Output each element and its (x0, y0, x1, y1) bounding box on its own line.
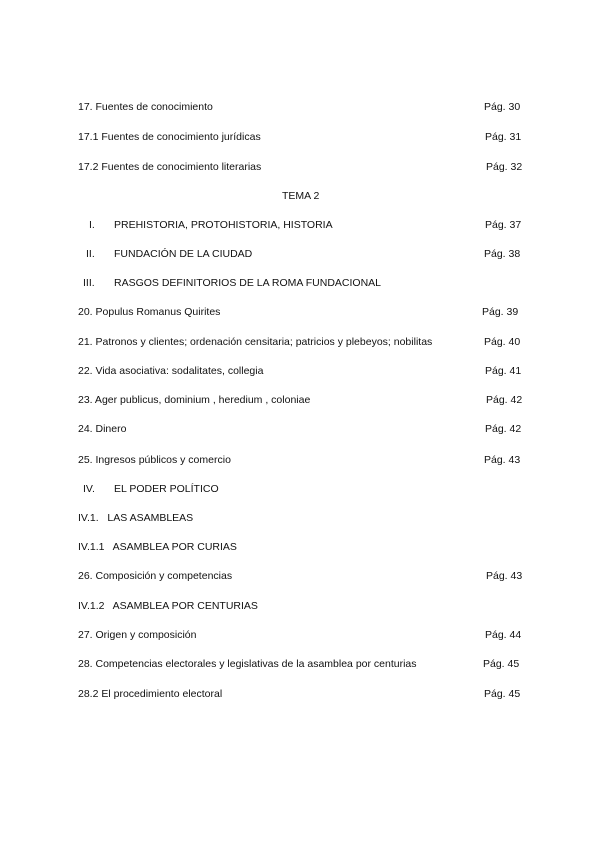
toc-entry-text: 28. Competencias electorales y legislativas de la asamblea por centurias (78, 658, 417, 670)
toc-entry-page: Pág. 42 (485, 423, 522, 435)
toc-entry-text: EL PODER POLÍTICO (114, 483, 219, 495)
toc-entry-page: Pág. 32 (486, 161, 523, 173)
roman-numeral: III. (83, 277, 95, 289)
toc-entry-text: 17. Fuentes de conocimiento (78, 101, 213, 113)
toc-entry-page: Pág. 43 (484, 454, 521, 466)
toc-entry-page: Pág. 41 (485, 365, 522, 377)
toc-entry-page: Pág. 45 (484, 688, 521, 700)
toc-entry-page: Pág. 40 (484, 336, 521, 348)
toc-entry-text: 23. Ager publicus, dominium , heredium , coloniae (78, 394, 311, 406)
toc-entry-text: 22. Vida asociativa: sodalitates, collegia (78, 365, 264, 377)
toc-entry-text: PREHISTORIA, PROTOHISTORIA, HISTORIA (114, 219, 333, 231)
toc-entry-page: Pág. 31 (485, 131, 522, 143)
toc-entry-text: RASGOS DEFINITORIOS DE LA ROMA FUNDACIONAL (114, 277, 382, 289)
toc-entry-text: 28.2 El procedimiento electoral (78, 688, 223, 700)
section-heading: TEMA 2 (282, 190, 320, 202)
toc-entry-text: 27. Origen y composición (78, 629, 197, 641)
toc-entry-text: 24. Dinero (78, 423, 127, 435)
toc-entry-page: Pág. 44 (485, 629, 522, 641)
toc-entry-page: Pág. 37 (485, 219, 522, 231)
toc-entry-text: 17.1 Fuentes de conocimiento jurídicas (78, 131, 261, 143)
roman-numeral: IV. (83, 483, 95, 495)
toc-entry-page: Pág. 45 (483, 658, 520, 670)
toc-entry-text: 21. Patronos y clientes; ordenación censitaria; patricios y plebeyos; nobilitas (78, 336, 433, 348)
toc-entry-page: Pág. 43 (486, 570, 523, 582)
toc-entry-text: IV.1. LAS ASAMBLEAS (78, 512, 194, 524)
toc-entry-page: Pág. 39 (482, 306, 519, 318)
toc-entry-page: Pág. 30 (484, 101, 521, 113)
toc-entry-text: 25. Ingresos públicos y comercio (78, 454, 231, 466)
roman-numeral: II. (86, 248, 95, 260)
toc-entry-text: IV.1.2 ASAMBLEA POR CENTURIAS (78, 600, 258, 612)
toc-entry-page: Pág. 38 (484, 248, 521, 260)
roman-numeral: I. (89, 219, 95, 231)
toc-entry-text: 17.2 Fuentes de conocimiento literarias (78, 161, 262, 173)
toc-entry-page: Pág. 42 (486, 394, 523, 406)
toc-entry-text: FUNDACIÓN DE LA CIUDAD (114, 248, 253, 260)
toc-entry-text: 20. Populus Romanus Quirites (78, 306, 221, 318)
toc-entry-text: IV.1.1 ASAMBLEA POR CURIAS (78, 541, 237, 553)
toc-entry-text: 26. Composición y competencias (78, 570, 233, 582)
